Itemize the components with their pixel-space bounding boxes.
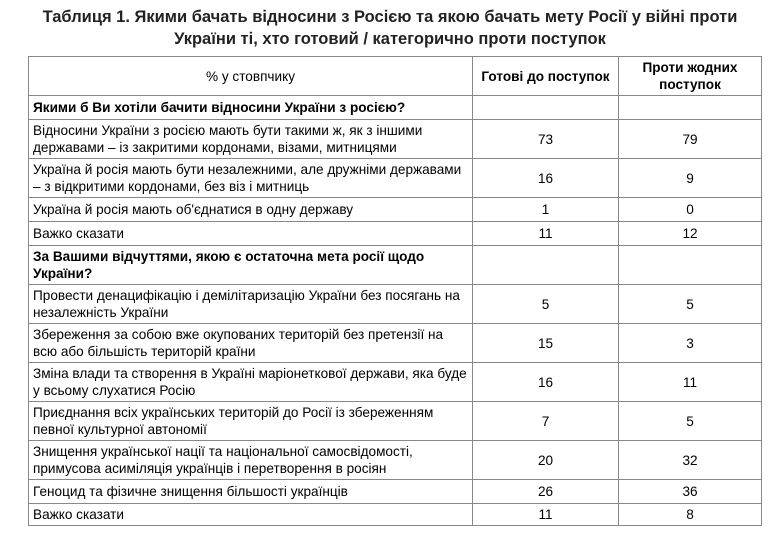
value-against: 9 [619, 159, 762, 198]
row-label: Знищення української нації та національної самосвідомості, примусова асиміляція українців і перетворення в росіян [29, 441, 473, 480]
row-label: Геноцид та фізичне знищення більшості українців [29, 480, 473, 504]
value-against: 8 [619, 504, 762, 526]
header-row [29, 57, 762, 96]
table-row [29, 285, 762, 324]
section-empty-cell [619, 246, 762, 285]
header-col-ready: Готові до поступок [473, 57, 619, 96]
value-against: 36 [619, 480, 762, 504]
section-empty-cell [619, 96, 762, 120]
value-against: 32 [619, 441, 762, 480]
row-label: Збереження за собою вже окупованих територій без претензії на всю або більшість територій країни [29, 324, 473, 363]
value-ready: 73 [473, 120, 619, 159]
row-label: Зміна влади та створення в Україні маріонеткової держави, яка буде у всьому слухатися Росію [29, 363, 473, 402]
row-label: Важко сказати [29, 222, 473, 246]
table-row [29, 198, 762, 222]
section-title: Якими б Ви хотіли бачити відносини України з росією? [29, 96, 473, 120]
value-ready: 16 [473, 159, 619, 198]
value-against: 12 [619, 222, 762, 246]
table-row [29, 504, 762, 526]
table-row [29, 222, 762, 246]
value-ready: 7 [473, 402, 619, 441]
table-title [30, 6, 750, 50]
value-against: 3 [619, 324, 762, 363]
table-row [29, 480, 762, 504]
value-against: 5 [619, 285, 762, 324]
row-label: Відносини України з росією мають бути такими ж, як з іншими державами – із закритими кордонами, візами, митницями [29, 120, 473, 159]
value-against: 0 [619, 198, 762, 222]
value-ready: 11 [473, 504, 619, 526]
survey-table [28, 56, 762, 526]
section-empty-cell [473, 246, 619, 285]
value-ready: 20 [473, 441, 619, 480]
value-ready: 15 [473, 324, 619, 363]
table-title-line-1: Таблиця 1. Якими бачать відносини з Росією та якою бачать мету Росії у війні проти [42, 8, 738, 26]
section-empty-cell [473, 96, 619, 120]
table-row [29, 402, 762, 441]
table-row [29, 363, 762, 402]
row-label: Україна й росія мають об'єднатися в одну державу [29, 198, 473, 222]
header-col-against: Проти жодних поступок [619, 57, 762, 96]
value-against: 5 [619, 402, 762, 441]
value-ready: 11 [473, 222, 619, 246]
value-ready: 5 [473, 285, 619, 324]
header-label: % у стовпчику [29, 57, 473, 96]
table-row [29, 441, 762, 480]
value-against: 11 [619, 363, 762, 402]
table-title-line-2: України ті, хто готовий / категорично проти поступок [174, 30, 606, 48]
table-row [29, 159, 762, 198]
row-label: Приєднання всіх українських територій до Росії із збереженням певної культурної автономії [29, 402, 473, 441]
value-ready: 1 [473, 198, 619, 222]
table-row [29, 324, 762, 363]
value-ready: 16 [473, 363, 619, 402]
row-label: Україна й росія мають бути незалежними, але дружніми державами – з відкритими кордонами, без віз і митниць [29, 159, 473, 198]
row-label: Важко сказати [29, 504, 473, 526]
section-header-row [29, 96, 762, 120]
table-row [29, 120, 762, 159]
section-title: За Вашими відчуттями, якою є остаточна мета росії щодо України? [29, 246, 473, 285]
section-header-row [29, 246, 762, 285]
value-ready: 26 [473, 480, 619, 504]
row-label: Провести денацифікацію і демілітаризацію України без посягань на незалежність України [29, 285, 473, 324]
value-against: 79 [619, 120, 762, 159]
